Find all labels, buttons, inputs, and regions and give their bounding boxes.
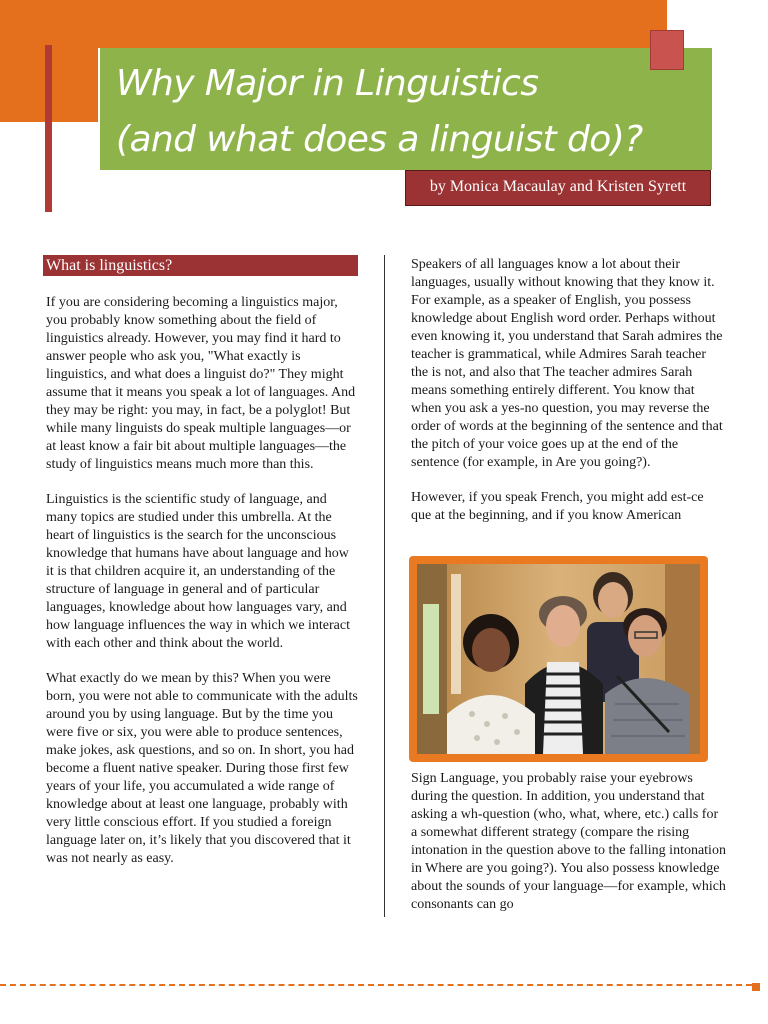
group-photo	[417, 564, 700, 754]
right-column-bottom	[411, 770, 726, 931]
column-divider	[384, 255, 385, 917]
author-byline: by Monica Macaulay and Kristen Syrett	[405, 170, 711, 206]
page-title-line-2: (and what does a linguist do)?	[116, 119, 643, 160]
left-column	[46, 294, 358, 885]
group-photo-illustration	[417, 564, 700, 754]
decorative-red-square	[650, 30, 684, 70]
header-orange-bar	[0, 0, 667, 48]
title-box	[100, 48, 712, 170]
right-column-top	[411, 256, 726, 542]
paragraph: If you are considering becoming a linguistics major, you probably know something about the field of linguistics already. However, you may find it hard to answer people who ask you, "What exactly is linguistics, and what does a linguist do?" They might assume that it means you speak a lot of languages. And they may be right: you may, in fact, be a polyglot! But while many linguists do speak multiple languages—or at least know a fair bit about multiple languages—the study of linguistics means much more than this.	[46, 295, 356, 472]
paragraph: What exactly do we mean by this? When you were born, you were not able to communicate with the adults around you by using language. But by the time you were five or six, you were able to produce sentences, make jokes, ask questions, and so on. In short, you had become a fluent native speaker. During those first few years of your life, you accumulated a wide range of knowledge about at least one language, probably with very little conscious effort. If you studied a foreign language later on, it’s likely that you discovered that it was not nearly as easy.	[46, 671, 358, 866]
section-heading: What is linguistics?	[43, 255, 358, 276]
paragraph: However, if you speak French, you might add est-ce que at the beginning, and if you know American	[411, 490, 704, 523]
paragraph: Sign Language, you probably raise your eyebrows during the question. In addition, you understand that asking a wh-question (who, what, where, etc.) calls for a somewhat different strategy (compare the rising intonation in the question above to the falling intonation in Where are you going?). You also possess knowledge about the sounds of your language—for example, which consonants can go	[411, 771, 726, 912]
paragraph: Speakers of all languages know a lot about their languages, usually without knowing that they know it. For example, as a speaker of English, you possess knowledge about English word order. Perhaps without even knowing it, you understand that Sarah admires the teacher is grammatical, while Admires Sarah teacher the is not, and also that The teacher admires Sarah means something entirely different. You know that when you ask a yes-no question, you may reverse the order of words at the beginning of the sentence and that the pitch of your voice goes up at the end of the sentence (for example, in Are you going?).	[411, 257, 723, 470]
footer-orange-square	[752, 983, 760, 991]
decorative-red-line	[45, 45, 52, 212]
page-title-line-1: Why Major in Linguistics	[116, 63, 539, 104]
photo-frame	[409, 556, 708, 762]
paragraph: Linguistics is the scientific study of language, and many topics are studied under this umbrella. At the heart of linguistics is the search for the unconscious knowledge that humans have about language and how it is that children acquire it, an understanding of the structure of language in general and of particular languages, knowledge about how languages vary, and how language influences the way in which we interact with each other and think about the world.	[46, 492, 351, 651]
footer-dashed-line	[0, 984, 752, 986]
